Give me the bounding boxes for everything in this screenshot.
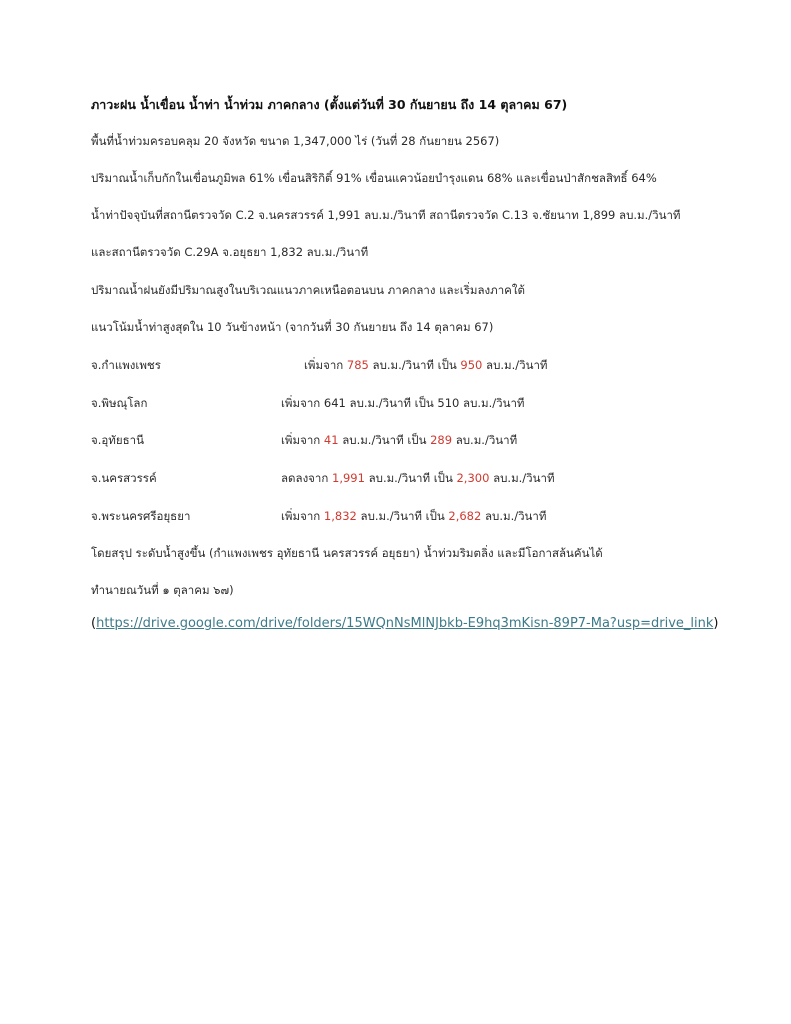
flow-row-to: 289 (430, 433, 453, 447)
drive-folder-link[interactable]: https://drive.google.com/drive/folders/15WQnNsMlNJbkb-E9hq3mKisn-89P7-Ma?usp=drive_link (96, 616, 714, 631)
flow-row-province: จ.กำแพงเพชร (91, 358, 161, 372)
current-flow-paragraph-2: และสถานีตรวจวัด C.29A จ.อยุธยา 1,832 ลบ.ม./วินาที (91, 245, 369, 259)
summary-paragraph: โดยสรุป ระดับน้ำสูงขึ้น (กำแพงเพชร อุทัยธานี นครสวรรค์ อยุธยา) น้ำท่วมริมตลิ่ง และมีโอกาสล้นคันได้ (91, 546, 603, 560)
flow-row-change: เพิ่มจาก (304, 358, 344, 372)
flow-row-unit: ลบ.ม./วินาที (455, 433, 518, 447)
flow-row-values (281, 508, 546, 524)
flow-row-mid: ลบ.ม./วินาที เป็น (372, 358, 457, 372)
flow-row (91, 395, 691, 411)
flow-row-province: จ.พระนครศรีอยุธยา (91, 509, 191, 523)
flow-row-values (304, 357, 548, 373)
current-flow-paragraph-1: น้ำท่าปัจจุบันที่สถานีตรวจวัด C.2 จ.นครสวรรค์ 1,991 ลบ.ม./วินาที สถานีตรวจวัด C.13 จ.ชัยนาท 1,899 ลบ.ม./วินาที (91, 208, 681, 222)
flow-row (91, 432, 691, 448)
flow-row (91, 357, 691, 373)
flow-row-change: เพิ่มจาก (281, 509, 321, 523)
flow-row-from: 785 (346, 358, 369, 372)
source-link-line (91, 616, 718, 632)
flow-row-unit: ลบ.ม./วินาที (484, 509, 547, 523)
flow-row-mid: ลบ.ม./วินาที เป็น (342, 433, 427, 447)
rain-paragraph: ปริมาณน้ำฝนยังมีปริมาณสูงในบริเวณแนวภาคเหนือตอนบน ภาคกลาง และเริ่มลงภาคใต้ (91, 283, 525, 297)
flow-row (91, 470, 691, 486)
flow-row-unit: ลบ.ม./วินาที (493, 471, 555, 485)
flow-row-mid: ลบ.ม./วินาที เป็น (368, 471, 453, 485)
flow-row-values (281, 470, 555, 486)
document-title: ภาวะฝน น้ำเขื่อน น้ำท่า น้ำท่วม ภาคกลาง (ตั้งแต่วันที่ 30 กันยายน ถึง 14 ตุลาคม 67) (91, 97, 568, 112)
flow-row-values (281, 432, 517, 448)
flow-row-to: 2,300 (456, 471, 490, 485)
flow-row-to: 510 (437, 396, 460, 410)
flow-row-province: จ.นครสวรรค์ (91, 471, 157, 485)
flow-row-from: 1,832 (323, 509, 357, 523)
flood-area-paragraph: พื้นที่น้ำท่วมครอบคลุม 20 จังหวัด ขนาด 1,347,000 ไร่ (วันที่ 28 กันยายน 2567) (91, 134, 500, 148)
flow-row-change: ลดลงจาก (281, 471, 329, 485)
flow-row-change: เพิ่มจาก (281, 396, 321, 410)
dam-storage-paragraph: ปริมาณน้ำเก็บกักในเขื่อนภูมิพล 61% เขื่อนสิริกิติ์ 91% เขื่อนแควน้อยบำรุงแดน 68% และเขื่อนป่าสักชลสิทธิ์ 64% (91, 171, 657, 185)
link-open-paren: ( (91, 616, 97, 631)
link-close-paren: ) (713, 616, 719, 631)
flow-row-change: เพิ่มจาก (281, 433, 321, 447)
flow-row-to: 2,682 (448, 509, 482, 523)
flow-row-mid: ลบ.ม./วินาที เป็น (360, 509, 445, 523)
flow-row-province: จ.อุทัยธานี (91, 433, 144, 447)
flow-row-from: 1,991 (332, 471, 365, 485)
flow-row-province: จ.พิษณุโลก (91, 396, 148, 410)
flow-row-to: 950 (460, 358, 483, 372)
flow-row-unit: ลบ.ม./วินาที (463, 396, 525, 410)
flow-row-from: 641 (323, 396, 346, 410)
flow-row (91, 508, 691, 524)
forecast-paragraph: ทำนายณวันที่ ๑ ตุลาคม ๖๗) (91, 583, 234, 597)
flow-row-mid: ลบ.ม./วินาที เป็น (349, 396, 434, 410)
trend-paragraph: แนวโน้มน้ำท่าสูงสุดใน 10 วันข้างหน้า (จากวันที่ 30 กันยายน ถึง 14 ตุลาคม 67) (91, 320, 494, 334)
flow-row-values (281, 395, 525, 411)
flow-row-unit: ลบ.ม./วินาที (486, 358, 548, 372)
flow-row-from: 41 (323, 433, 339, 447)
